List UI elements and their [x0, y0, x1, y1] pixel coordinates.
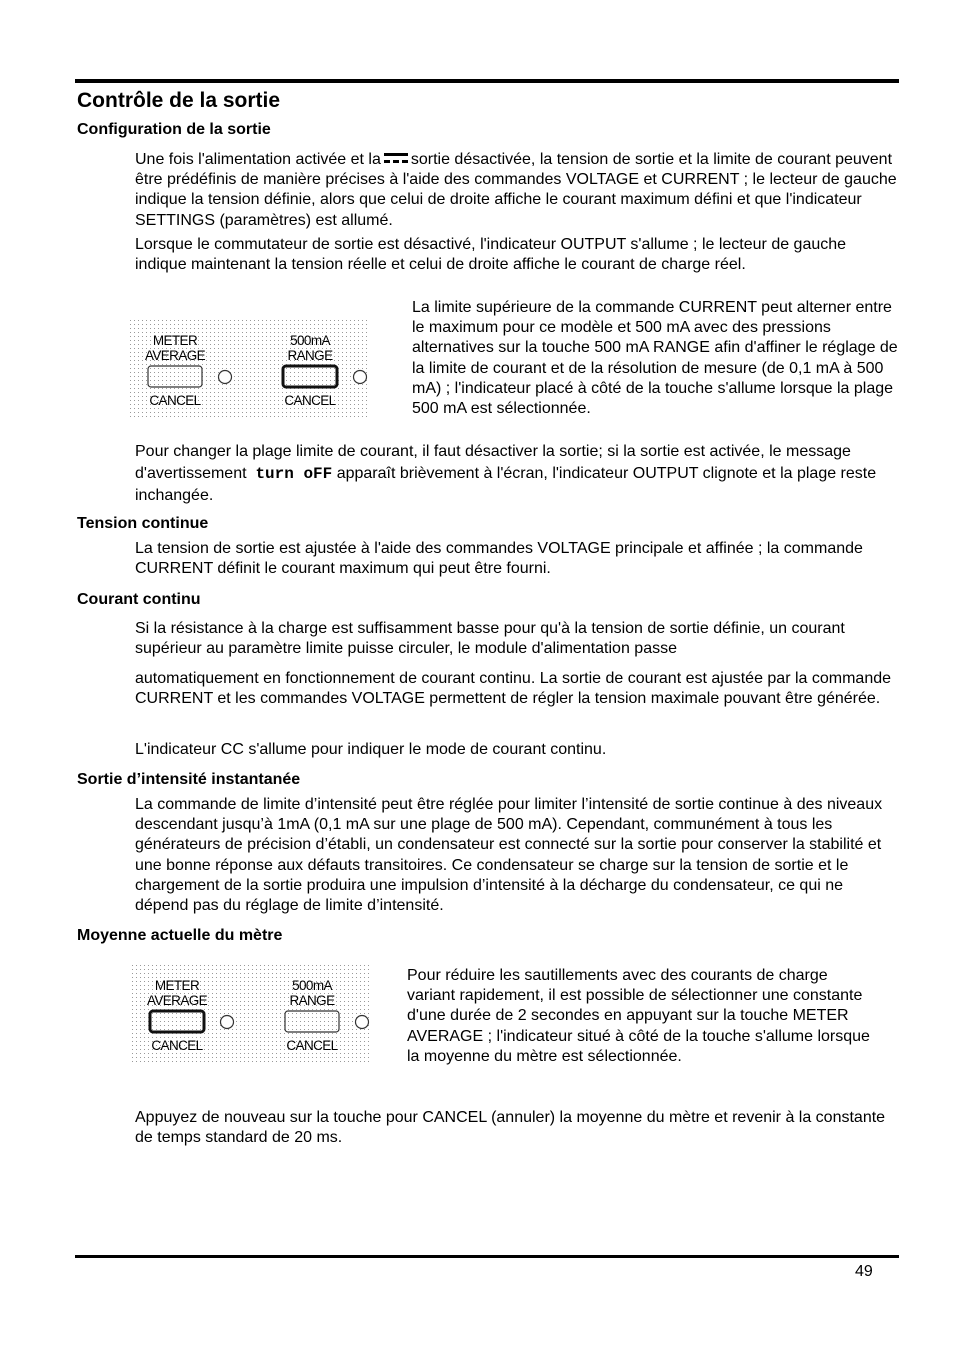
label-cancel: CANCEL: [284, 393, 336, 408]
section-title-tension: Tension continue: [77, 515, 209, 532]
meter-panel-diagram-range: [130, 320, 370, 417]
dc-output-symbol-icon: [384, 153, 408, 165]
text: Pour changer la plage limite de courant, il faut désactiver la sortie; si la sortie est activée, le message d'avertissement: [135, 443, 851, 482]
meter-panel-diagram-average: [132, 965, 372, 1062]
text: apparaît brièvement à l'écran, l'indicateur OUTPUT clignote et la plage reste inchangée.: [135, 464, 877, 504]
paragraph: La tension de sortie est ajustée à l'aide des commandes VOLTAGE principale et affinée ; la commande CURRENT définit le courant maximum qui peut être fourni.: [135, 540, 863, 578]
label-average: AVERAGE: [146, 993, 208, 1008]
label-average: AVERAGE: [144, 348, 206, 363]
label-meter: METER: [152, 333, 198, 348]
indicator-led: [221, 1016, 234, 1029]
label-cancel: CANCEL: [151, 1038, 203, 1053]
indicator-led: [219, 371, 232, 384]
section-title-moyenne: Moyenne actuelle du mètre: [77, 927, 283, 944]
label-cancel: CANCEL: [149, 393, 201, 408]
text: Une fois l'alimentation activée et la: [135, 151, 381, 168]
top-rule: [75, 79, 899, 83]
section-title-config: Configuration de la sortie: [77, 121, 271, 138]
label-500ma: 500mA: [292, 978, 332, 993]
label-cancel: CANCEL: [286, 1038, 338, 1053]
paragraph: La commande de limite d’intensité peut être réglée pour limiter l’intensité de sortie continue à des niveaux descendant jusqu’à 1mA (0,1 mA sur une plage de 500 mA). Cependant, communément à tous les générateurs de précision d’établi, un condensateur est connecté sur la sortie pour conserver la stabilité et une bonne réponse aux défauts transitoires. Ce condensateur se charge sur la tension de sortie et le chargement de la sortie produira une impulsion d’intensité à la décharge du condensateur, ce qui ne dépend pas du réglage de limite d’intensité.: [135, 796, 883, 915]
label-range: RANGE: [289, 993, 335, 1008]
indicator-led: [356, 1016, 369, 1029]
paragraph: automatiquement en fonctionnement de courant continu. La sortie de courant est ajustée par la commande CURRENT et les commandes VOLTAGE permettent de régler la tension maximale pouvant être générée.: [135, 670, 892, 708]
indicator-led: [354, 371, 367, 384]
label-500ma: 500mA: [290, 333, 330, 348]
text: sortie désactivée, la tension de sortie et la limite de courant peuvent être prédéfinis de manière précises à l'aide des commandes VOLTAGE et CURRENT ; le lecteur de gauche indique la tension définie, alors que celui de droite affiche le courant maximum défini et que l'indicateur SETTINGS (paramètres) est allumé.: [135, 151, 897, 229]
section-title-courant: Courant continu: [77, 591, 201, 608]
paragraph: Appuyez de nouveau sur la touche pour CANCEL (annuler) la moyenne du mètre et revenir à la constante de temps standard de 20 ms.: [135, 1109, 886, 1147]
paragraph: La limite supérieure de la commande CURRENT peut alterner entre le maximum pour ce modèle et 500 mA avec des pressions alternatives sur la touche 500 mA RANGE afin d'affiner le réglage de la limite de courant et de la résolution de mesure (de 0,1 mA à 500 mA) ; l'indicateur placé à côté de la touche s'allume lorsque la plage 500 mA est sélectionnée.: [412, 299, 898, 418]
paragraph: Lorsque le commutateur de sortie est désactivé, l'indicateur OUTPUT s'allume ; le lecteur de gauche indique maintenant la tension réelle et celui de droite affiche le courant de charge réel.: [135, 236, 847, 274]
bottom-rule: [75, 1255, 899, 1258]
paragraph: [135, 441, 897, 507]
label-range: RANGE: [287, 348, 333, 363]
paragraph: [135, 150, 897, 231]
label-meter: METER: [154, 978, 200, 993]
paragraph: Si la résistance à la charge est suffisamment basse pour qu'à la tension de sortie définie, un courant supérieur au paramètre limite puisse circuler, le module d'alimentation passe: [135, 620, 845, 658]
page-title: Contrôle de la sortie: [77, 89, 281, 112]
section-title-instant: Sortie d’intensité instantanée: [77, 771, 301, 788]
paragraph: Pour réduire les sautillements avec des courants de charge variant rapidement, il est possible de sélectionner une constante d'une durée de 2 secondes en appuyant sur la touche METER AVERAGE ; l'indicateur situé à côté de la touche s'allume lorsque la moyenne du mètre est sélectionnée.: [407, 967, 870, 1065]
page-number: 49: [855, 1263, 873, 1280]
display-message: turn oFF: [255, 464, 333, 483]
paragraph: L'indicateur CC s'allume pour indiquer le mode de courant continu.: [135, 741, 607, 758]
